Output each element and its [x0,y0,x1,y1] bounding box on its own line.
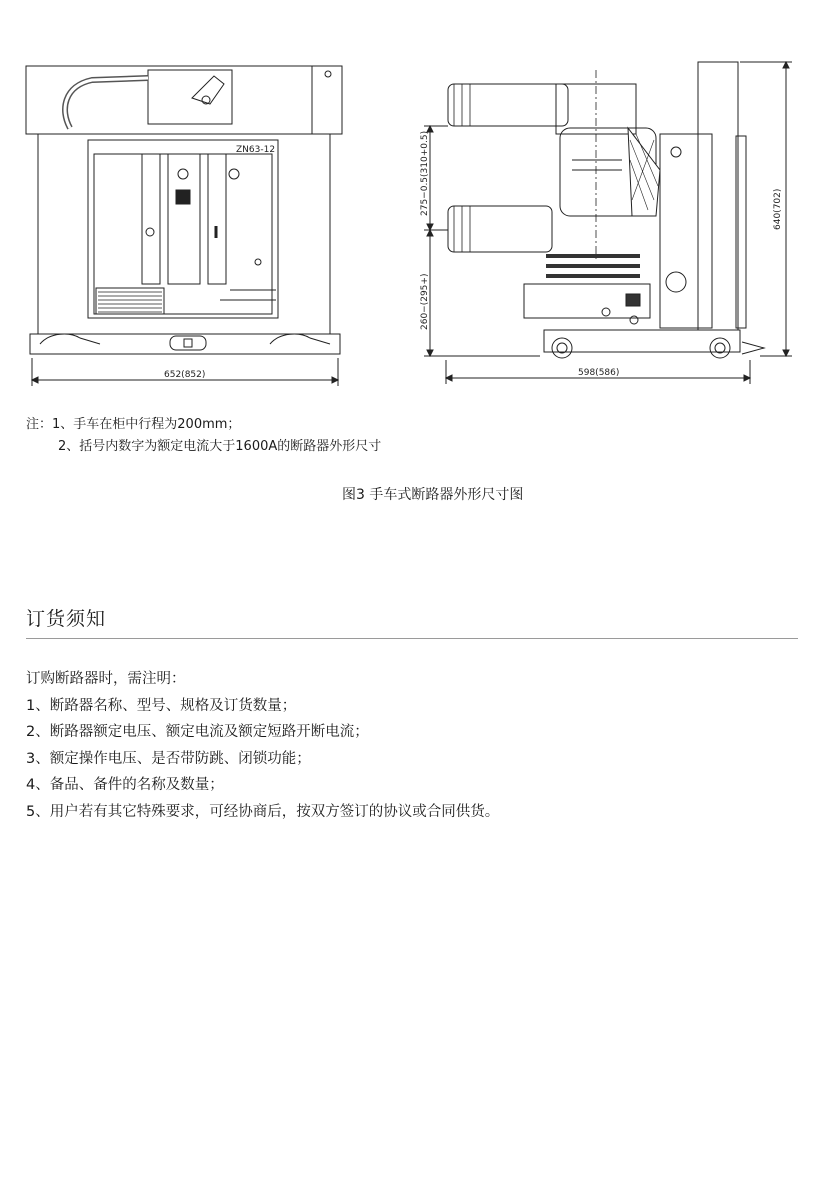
order-item: 3、额定操作电压、是否带防跳、闭锁功能； [26,750,311,767]
side-view [424,62,792,384]
side-depth-label: 598(586) [578,368,620,378]
section-divider [26,638,798,639]
order-item: 4、备品、备件的名称及数量； [26,777,224,793]
order-intro: 订购断路器时，需注明： [26,671,186,687]
note-line-2: 2、括号内数字为额定电流大于1600A的断路器外形尺寸 [58,439,382,454]
section-title: 订货须知 [26,608,107,630]
front-view [26,66,342,386]
model-label: ZN63-12 [236,145,276,155]
figure-caption: 图3 手车式断路器外形尺寸图 [342,487,524,503]
order-item: 1、断路器名称、型号、规格及订货数量； [26,697,297,714]
figure-notes [26,414,381,458]
side-height-label: 640(702) [773,188,783,230]
breaker-dimension-drawing [0,0,827,400]
order-item: 5、用户若有其它特殊要求，可经协商后，按双方签订的协议或合同供货。 [26,803,500,820]
order-instructions [26,666,499,825]
note-line-1: 注：1、手车在柜中行程为200mm； [26,417,241,432]
bottom-height-label: 260−(295+) [420,273,430,330]
front-width-label: 652(852) [164,370,206,380]
order-item: 2、断路器额定电压、额定电流及额定短路开断电流； [26,724,369,740]
pole-spacing-label: 275−0.5(310+0.5) [420,130,430,216]
